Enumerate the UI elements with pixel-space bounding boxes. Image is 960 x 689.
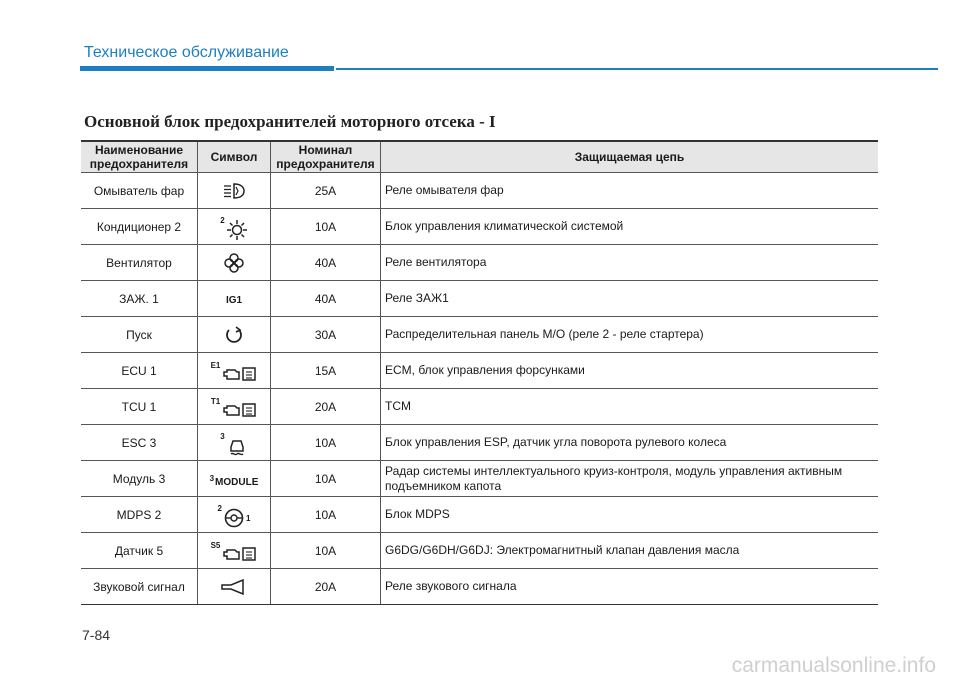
fuse-symbol [198,389,271,425]
section-title: Техническое обслуживание [84,44,289,61]
symbol-subscript: 1 [246,514,251,523]
protected-circuit: Реле звукового сигнала [381,569,879,605]
fuse-symbol [198,461,271,497]
fuse-name: Звуковой сигнал [81,569,198,605]
protected-circuit: G6DG/G6DH/G6DJ: Электромагнитный клапан давления масла [381,533,879,569]
protected-circuit: TCM [381,389,879,425]
symbol-group [223,252,245,274]
table-row [81,497,878,533]
table-row [81,317,878,353]
table-header-row [81,141,878,173]
table-row [81,173,878,209]
symbol-superscript: E1 [210,361,221,370]
symbol-group [210,397,257,420]
fuse-symbol [198,533,271,569]
fuse-name: Омыватель фар [81,173,198,209]
table-row [81,209,878,245]
start-key-icon [223,324,245,346]
fuse-rating: 10A [271,497,381,533]
engine-ecu-icon [221,544,257,564]
symbol-group [210,541,258,564]
fuse-rating: 10A [271,209,381,245]
protected-circuit: Реле вентилятора [381,245,879,281]
fuse-symbol [198,173,271,209]
fuse-rating: 15A [271,353,381,389]
fuse-name: Датчик 5 [81,533,198,569]
table-row [81,353,878,389]
fuse-name: Пуск [81,317,198,353]
header-symbol: Символ [198,141,271,173]
fuse-rating: 10A [271,425,381,461]
fuse-name: ECU 1 [81,353,198,389]
headlamp-washer-icon [221,181,247,201]
fuse-name: Вентилятор [81,245,198,281]
protected-circuit: Реле омывателя фар [381,173,879,209]
fuse-rating: 10A [271,533,381,569]
symbol-group [223,324,245,346]
fuse-table [81,140,878,605]
header-name: Наименование предохранителя [81,141,198,173]
table-row [81,389,878,425]
fuse-symbol [198,245,271,281]
symbol-group [220,216,247,241]
symbol-group [221,181,247,201]
protected-circuit: Радар системы интеллектуального круиз-контроля, модуль управления активным подъемником капота [381,461,879,497]
fuse-rating: 20A [271,389,381,425]
protected-circuit: Распределительная панель М/О (реле 2 - реле стартера) [381,317,879,353]
fuse-rating: 30A [271,317,381,353]
fuse-symbol [198,281,271,317]
table-row [81,569,878,605]
symbol-superscript: 2 [217,504,222,513]
symbol-superscript: 3 [220,432,225,441]
fuse-symbol [198,497,271,533]
table-row [81,533,878,569]
fuse-name: ESC 3 [81,425,198,461]
symbol-superscript: 3 [209,473,215,483]
fuse-name: ЗАЖ. 1 [81,281,198,317]
table-row [81,461,878,497]
fuse-name: TCU 1 [81,389,198,425]
header-rule-thin [336,68,938,70]
horn-icon [219,577,249,597]
fuse-symbol [198,209,271,245]
header-circuit: Защищаемая цепь [381,141,879,173]
esc-car-skid-icon [226,435,248,457]
symbol-superscript: T1 [210,397,221,406]
symbol-group [220,432,247,457]
fuse-symbol [198,569,271,605]
ignition-text-icon: IG1 [225,294,243,306]
fuse-rating: 10A [271,461,381,497]
fuse-rating: 40A [271,245,381,281]
air-conditioner-icon [226,219,248,241]
symbol-group [219,577,249,597]
symbol-group [217,504,251,529]
page-title: Основной блок предохранителей моторного отсека - I [84,112,496,131]
fan-icon [223,252,245,274]
protected-circuit: ECM, блок управления форсунками [381,353,879,389]
table-row [81,425,878,461]
fuse-rating: 40A [271,281,381,317]
symbol-superscript: S5 [210,541,221,550]
steering-wheel-icon [223,507,245,529]
page-number: 7-84 [82,627,111,643]
table-body [81,173,878,605]
header-rule-thick [80,66,334,71]
table-row [81,245,878,281]
fuse-name: Кондиционер 2 [81,209,198,245]
protected-circuit: Блок MDPS [381,497,879,533]
fuse-rating: 20A [271,569,381,605]
header-rating: Номинал предохранителя [271,141,381,173]
module-text-icon: MODULE [215,476,259,488]
symbol-superscript: 2 [220,216,225,225]
fuse-symbol [198,353,271,389]
protected-circuit: Блок управления ESP, датчик угла поворота рулевого колеса [381,425,879,461]
table-row [81,281,878,317]
fuse-rating: 25A [271,173,381,209]
symbol-group [226,295,242,306]
engine-ecu-icon [221,400,257,420]
fuse-name: MDPS 2 [81,497,198,533]
watermark: carmanualsonline.info [731,654,936,677]
protected-circuit: Реле ЗАЖ1 [381,281,879,317]
fuse-name: Модуль 3 [81,461,198,497]
fuse-symbol [198,425,271,461]
engine-ecu-icon [221,364,257,384]
symbol-group [210,361,258,384]
symbol-group [209,473,259,488]
fuse-symbol [198,317,271,353]
protected-circuit: Блок управления климатической системой [381,209,879,245]
